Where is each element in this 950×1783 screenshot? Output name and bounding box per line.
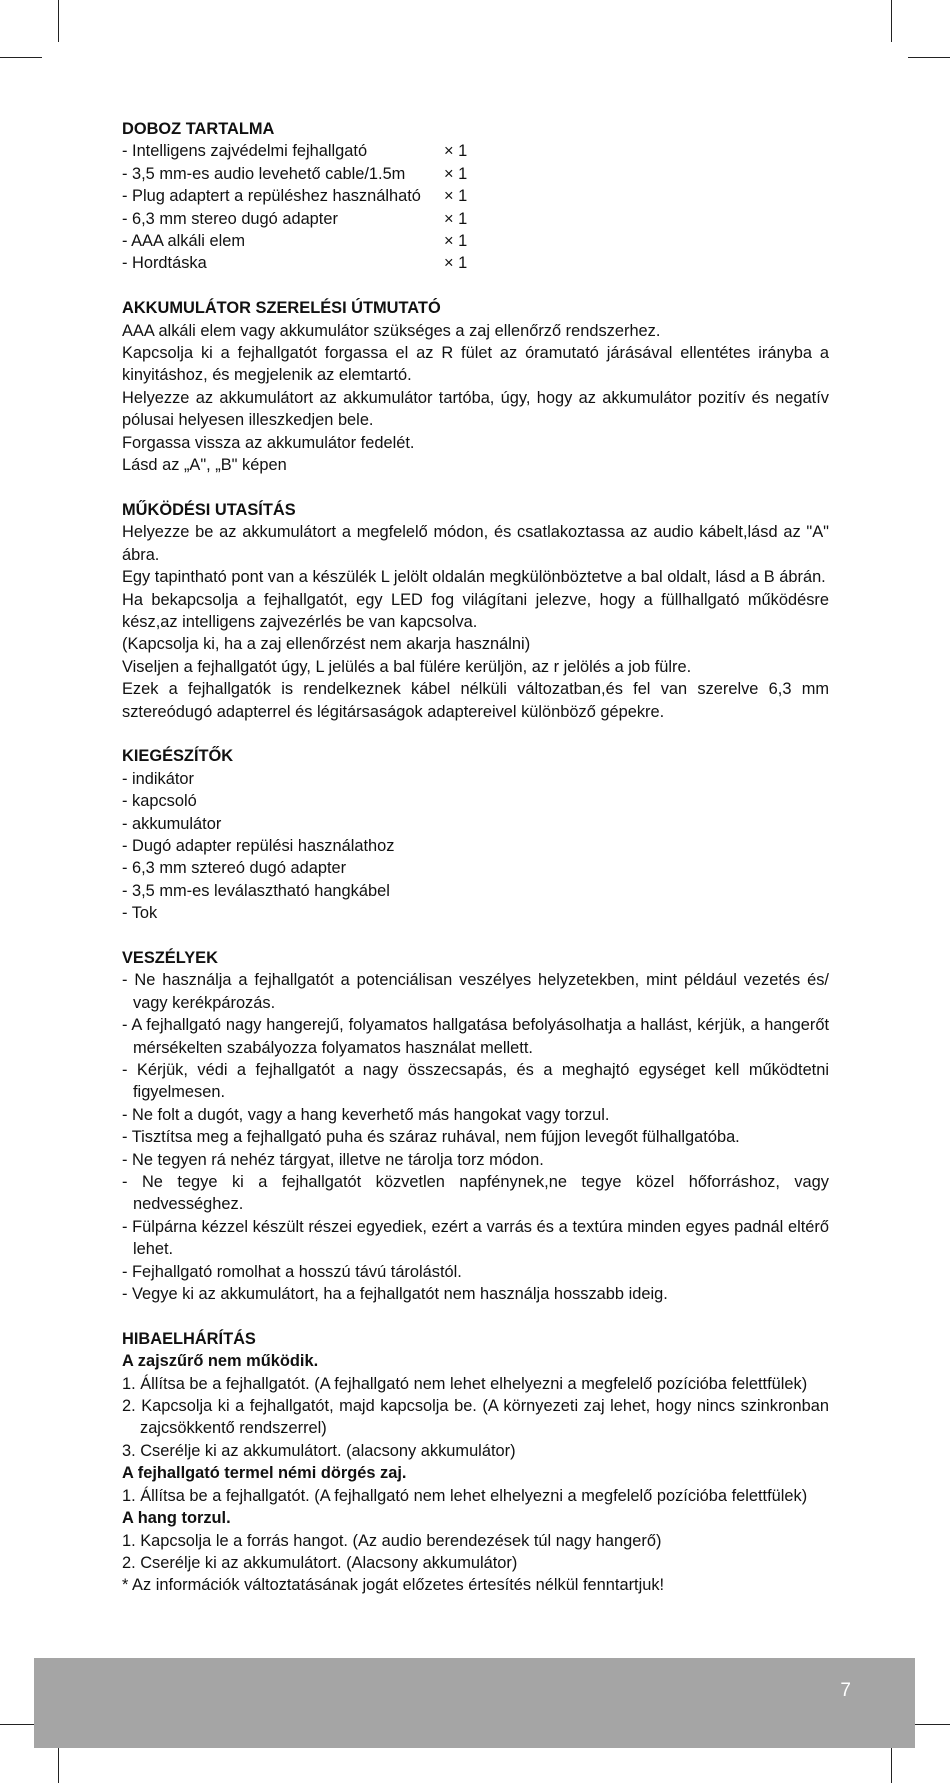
crop-mark-top-right bbox=[891, 0, 892, 42]
list-item: - Ne tegye ki a fejhallgatót közvetlen napfénynek,ne tegye közel hőforráshoz, vagy nedvességhez. bbox=[122, 1173, 829, 1214]
paragraph: Helyezze be az akkumulátort a megfelelő módon, és csatlakoztassa az audio kábelt,lásd az "A" ábra. bbox=[122, 523, 829, 564]
item-quantity: × 1 bbox=[444, 254, 468, 273]
item-name: - Intelligens zajvédelmi fejhallgató bbox=[122, 142, 368, 161]
paragraph: (Kapcsolja ki, ha a zaj ellenőrzést nem akarja használni) bbox=[122, 635, 531, 654]
paragraph: Helyezze az akkumulátort az akkumulátor tartóba, úgy, hogy az akkumulátor pozitív és negatív pólusai helyesen illeszkedjen bele. bbox=[122, 388, 829, 430]
hazards-section bbox=[122, 947, 829, 1306]
crop-mark-top-left bbox=[58, 0, 59, 42]
list-item: - akkumulátor bbox=[122, 814, 222, 833]
list-item: 1. Kapcsolja le a forrás hangot. (Az audio berendezések túl nagy hangerő) bbox=[122, 1531, 662, 1550]
problem-title: A hang torzul. bbox=[122, 1509, 231, 1528]
list-item: - Vegye ki az akkumulátort, ha a fejhallgatót nem használja hosszabb ideig. bbox=[122, 1285, 668, 1304]
list-item: - Fejhallgató romolhat a hosszú távú tárolástól. bbox=[122, 1262, 462, 1281]
item-name: - Hordtáska bbox=[122, 254, 207, 273]
list-item: 3. Cserélje ki az akkumulátort. (alacsony akkumulátor) bbox=[122, 1441, 516, 1460]
accessories-section bbox=[122, 745, 829, 924]
crop-mark-top-right bbox=[908, 57, 950, 58]
paragraph: Lásd az „A", „B" képen bbox=[122, 456, 287, 475]
manual-page-content bbox=[122, 118, 829, 1597]
list-item: - kapcsoló bbox=[122, 792, 197, 811]
item-name: - AAA alkáli elem bbox=[122, 232, 245, 251]
paragraph: Egy tapintható pont van a készülék L jelölt oldalán megkülönböztetve a bal oldalt, lásd a B ábrán. bbox=[122, 568, 826, 587]
paragraph: AAA alkáli elem vagy akkumulátor szükséges a zaj ellenőrző rendszerhez. bbox=[122, 321, 661, 340]
crop-mark-top-left bbox=[0, 57, 42, 58]
section-heading: HIBAELHÁRÍTÁS bbox=[122, 1329, 256, 1348]
list-item bbox=[122, 185, 829, 207]
item-quantity: × 1 bbox=[444, 187, 468, 206]
list-item: - Ne használja a fejhallgatót a potenciálisan veszélyes helyzetekben, mint például vezetés és/ vagy kerékpározás. bbox=[122, 971, 829, 1012]
list-item: - Kérjük, védi a fejhallgatót a nagy összecsapás, és a meghajtó egységet kell működtetni figyelmesen. bbox=[122, 1061, 829, 1102]
paragraph: Forgassa vissza az akkumulátor fedelét. bbox=[122, 433, 415, 452]
section-heading: VESZÉLYEK bbox=[122, 948, 218, 967]
box-contents-section bbox=[122, 118, 829, 275]
section-heading: MŰKÖDÉSI UTASÍTÁS bbox=[122, 500, 296, 519]
list-item: - Dugó adapter repülési használathoz bbox=[122, 836, 395, 855]
list-item: 1. Állítsa be a fejhallgatót. (A fejhallgató nem lehet elhelyezni a megfelelő pozícióba felettfülek) bbox=[122, 1486, 808, 1505]
item-name: - Plug adaptert a repüléshez használható bbox=[122, 187, 421, 206]
disclaimer: * Az információk változtatásának jogát előzetes értesítés nélkül fenntartjuk! bbox=[122, 1576, 665, 1595]
list-item: - Tok bbox=[122, 904, 158, 923]
section-heading: KIEGÉSZÍTŐK bbox=[122, 747, 234, 766]
paragraph: Kapcsolja ki a fejhallgatót forgassa el az R fület az óramutató járásával ellentétes irányba a kinyitáshoz, és megjelenik az elemtartó. bbox=[122, 344, 829, 385]
item-quantity: × 1 bbox=[444, 142, 468, 161]
list-item bbox=[122, 208, 829, 230]
list-item: - Ne folt a dugót, vagy a hang keverhető más hangokat vagy torzul. bbox=[122, 1105, 610, 1124]
list-item bbox=[122, 140, 829, 162]
list-item: - 6,3 mm sztereó dugó adapter bbox=[122, 859, 347, 878]
list-item: - indikátor bbox=[122, 769, 194, 788]
list-item: - 3,5 mm-es leválasztható hangkábel bbox=[122, 881, 390, 900]
paragraph: Ezek a fejhallgatók is rendelkeznek kábel nélküli változatban,és fel van szerelve 6,3 mm sztereódugó adapterrel és légitársaságok adaptereivel különböző gépekre. bbox=[122, 680, 829, 721]
list-item bbox=[122, 252, 829, 274]
paragraph: Ha bekapcsolja a fejhallgatót, egy LED fog világítani jelezve, hogy a füllhallgató működésre kész,az intelligens zajvezérlés be van kapcsolva. bbox=[122, 590, 829, 631]
list-item: - A fejhallgató nagy hangerejű, folyamatos hallgatása befolyásolhatja a hallást, kérjük, a hangerőt mérsékelten szabályozza folyamatos használat mellett. bbox=[122, 1016, 829, 1057]
item-quantity: × 1 bbox=[444, 164, 468, 183]
list-item: 2. Cserélje ki az akkumulátort. (Alacsony akkumulátor) bbox=[122, 1553, 518, 1572]
paragraph: Viseljen a fejhallgatót úgy, L jelülés a bal fülére kerüljön, az r jelölés a job fülre. bbox=[122, 657, 692, 676]
item-quantity: × 1 bbox=[444, 209, 468, 228]
page-number: 7 bbox=[840, 1680, 851, 1701]
list-item: 2. Kapcsolja ki a fejhallgatót, majd kapcsolja be. (A környezeti zaj lehet, hogy nincs szinkronban zajcsökkentő rendszerrel) bbox=[122, 1397, 829, 1438]
item-name: - 3,5 mm-es audio levehető cable/1.5m bbox=[122, 164, 406, 183]
list-item bbox=[122, 230, 829, 252]
troubleshooting-section bbox=[122, 1328, 829, 1597]
item-quantity: × 1 bbox=[444, 232, 468, 251]
battery-section bbox=[122, 297, 829, 476]
footer-bar bbox=[34, 1658, 915, 1748]
list-item bbox=[122, 163, 829, 185]
list-item: - Tisztítsa meg a fejhallgató puha és száraz ruhával, nem fújjon levegőt fülhallgatóba. bbox=[122, 1128, 740, 1147]
item-name: - 6,3 mm stereo dugó adapter bbox=[122, 209, 338, 228]
section-heading: DOBOZ TARTALMA bbox=[122, 120, 275, 138]
list-item: 1. Állítsa be a fejhallgatót. (A fejhallgató nem lehet elhelyezni a megfelelő pozícióba felettfülek) bbox=[122, 1374, 808, 1393]
list-item: - Ne tegyen rá nehéz tárgyat, illetve ne tárolja torz módon. bbox=[122, 1150, 544, 1169]
problem-title: A zajszűrő nem működik. bbox=[122, 1352, 319, 1371]
operation-section bbox=[122, 499, 829, 723]
section-heading: AKKUMULÁTOR SZERELÉSI ÚTMUTATÓ bbox=[122, 299, 441, 318]
list-item: - Fülpárna kézzel készült részei egyediek, ezért a varrás és a textúra minden egyes padnál eltérő lehet. bbox=[122, 1217, 829, 1259]
problem-title: A fejhallgató termel némi dörgés zaj. bbox=[122, 1464, 407, 1483]
